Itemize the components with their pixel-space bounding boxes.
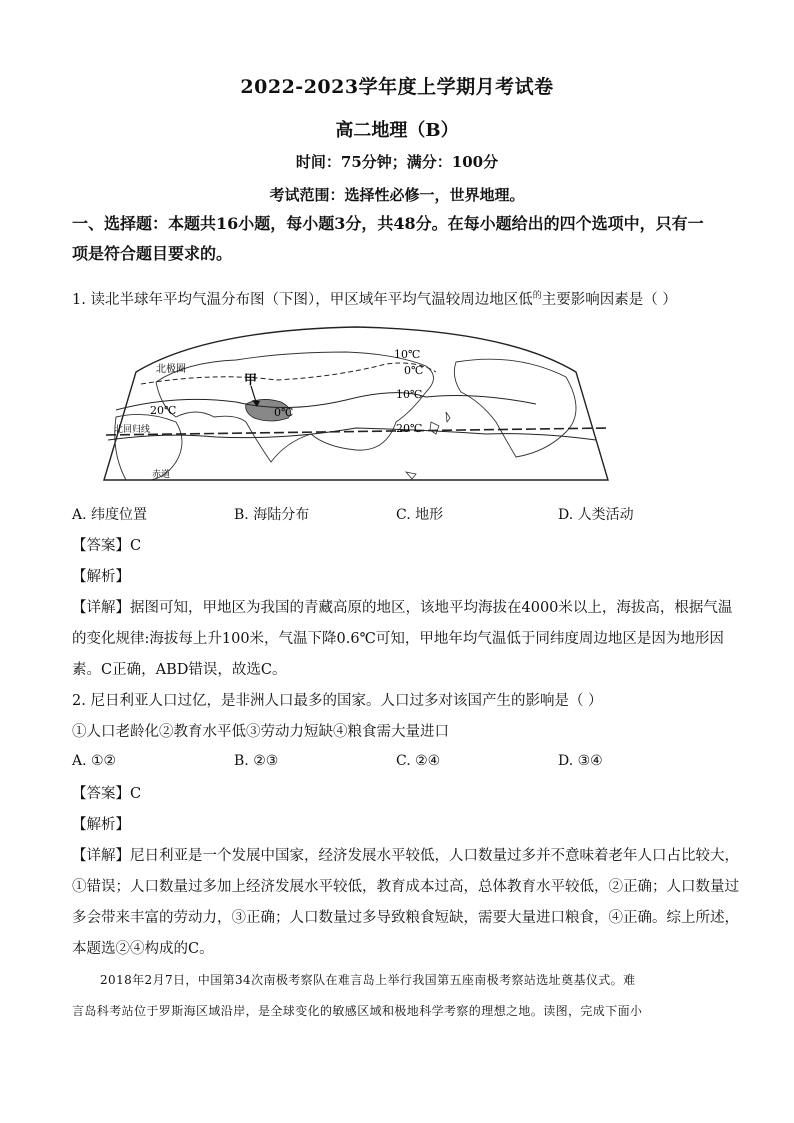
label-iso-20-left: 20℃ [150,404,177,417]
q2-statements: ①人口老龄化②教育水平低③劳动力短缺④粮食需大量进口 [72,724,449,740]
q2-analysis-label: 【解析】 [72,817,130,833]
q1-stem [72,286,732,310]
q2-option-a[interactable]: A. ①② [72,753,117,769]
exam-title: 2022-2023学年度上学期月考试卷 [240,76,554,98]
exam-subtitle: 高二地理（B） [335,120,459,141]
passage-line: 言岛科考站位于罗斯海区域沿岸，是全球变化的敏感区域和极地科学考察的理想之地。读图，完成下面小 [72,1004,643,1018]
q1-stem-pre: 1. 读北半球年平均气温分布图（下图），甲区域年平均气温较周边地区低 [72,291,533,308]
q1-detail-line: 的变化规律:海拔每上升100米，气温下降0.6℃可知，甲地年均气温低于同纬度周边地区是因为地形因 [72,631,724,647]
label-north-polar: 北极圈 [156,364,186,375]
q2-option-d[interactable]: D. ③④ [558,753,603,769]
q1-detail-line: 素。C正确，ABD错误，故选C。 [72,662,287,678]
passage-line: 2018年2月7日，中国第34次南极考察队在难言岛上举行我国第五座南极考察站选址奠基仪式。难 [100,973,636,987]
q1-option-b[interactable]: B. 海陆分布 [234,507,310,523]
q1-stem-sup: 的 [532,291,542,301]
section-heading-line1: 一、选择题：本题共16小题，每小题3分，共48分。在每小题给出的四个选项中，只有一 [72,214,704,233]
q1-detail-line: 【详解】据图可知，甲地区为我国的青藏高原的地区，该地平均海拔在4000米以上，海拔高，根据气温 [72,600,733,616]
q2-detail-line: 本题选②④构成的C。 [72,941,214,957]
label-jia: 甲 [244,373,258,388]
q2-detail-line: 【详解】尼日利亚是一个发展中国家，经济发展水平较低，人口数量过多并不意味着老年人口占比较大， [72,848,739,864]
q2-detail-line: 多会带来丰富的劳动力，③正确；人口数量过多导致粮食短缺，需要大量进口粮食，④正确。综上所述， [72,910,739,926]
q2-option-b[interactable]: B. ②③ [234,753,279,769]
label-iso-10-top: 10℃ [394,348,421,361]
label-iso-0-top: 0℃ [404,364,424,377]
exam-scope: 考试范围：选择性必修一，世界地理。 [269,186,525,204]
q2-stem: 2. 尼日利亚人口过亿，是非洲人口最多的国家。人口过多对该国产生的影响是（ ） [72,693,603,709]
section-heading-line2: 项是符合题目要求的。 [72,244,233,263]
q1-option-c[interactable]: C. 地形 [396,507,444,523]
q1-stem-post: 主要影响因素是（ ） [541,291,677,308]
q1-analysis-label: 【解析】 [72,569,130,585]
label-iso-10-mid: 10℃ [396,388,423,401]
q1-answer: 【答案】C [72,538,142,554]
temperature-map [96,322,616,487]
q2-answer: 【答案】C [72,786,142,802]
label-equator: 赤道 [152,470,171,480]
time-score-info: 时间：75分钟；满分：100分 [295,153,499,171]
q1-option-d[interactable]: D. 人类活动 [558,507,634,523]
label-iso-20-mid: 20℃ [396,422,423,435]
label-tropic: 北回归线 [114,425,151,435]
q2-detail-line: ①错误；人口数量过多加上经济发展水平较低，教育成本过高，总体教育水平较低，②正确；人口数量过 [72,879,739,895]
q2-option-c[interactable]: C. ②④ [396,753,441,769]
q1-option-a[interactable]: A. 纬度位置 [72,507,148,523]
label-iso-0-tibet: 0℃ [274,406,294,419]
